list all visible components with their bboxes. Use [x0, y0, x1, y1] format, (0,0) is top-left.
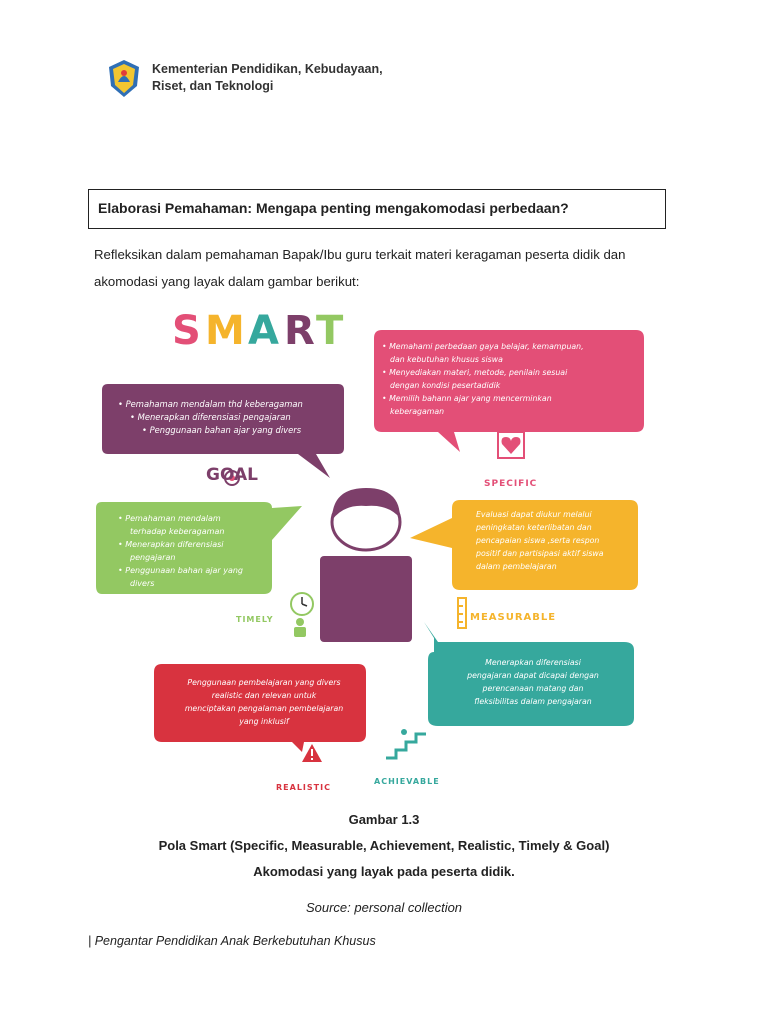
measurable-line-4: positif dan partisipasi aktif siswa	[476, 549, 604, 558]
timely-clock-icon	[291, 593, 313, 615]
realistic-line-4: yang inklusif	[239, 717, 289, 726]
achievable-text	[438, 656, 628, 708]
timely-label: TIMELY	[236, 615, 274, 624]
realistic-warning-icon	[302, 744, 322, 762]
timely-item-2b: pengajaran	[130, 553, 176, 562]
specific-item-2: • Menyediakan materi, metode, penilain sesuai	[382, 368, 568, 377]
timely-item-3: • Penggunaan bahan ajar yang	[118, 566, 244, 575]
measurable-ruler-icon	[458, 598, 466, 628]
intro-line-1: Refleksikan dalam pemahaman Bapak/Ibu guru terkait materi keragaman peserta didik dan	[94, 247, 626, 262]
realistic-line-1: Penggunaan pembelajaran yang divers	[187, 678, 341, 687]
goal-text	[118, 398, 303, 437]
measurable-line-5: dalam pembelajaran	[476, 562, 557, 571]
ministry-logo-icon	[106, 58, 142, 98]
achievable-stairs-icon	[386, 729, 426, 758]
goal-item-1: • Pemahaman mendalam thd keberagaman	[118, 399, 303, 409]
specific-item-3: • Memilih bahann ajar yang mencerminkan	[382, 394, 552, 403]
achievable-line-1: Menerapkan diferensiasi	[485, 658, 581, 667]
measurable-line-1: Evaluasi dapat diukur melalui	[476, 510, 592, 519]
goal-item-2: • Menerapkan diferensiasi pengajaran	[130, 412, 291, 422]
timely-person-icon	[294, 618, 306, 637]
realistic-label: REALISTIC	[276, 783, 331, 792]
timely-item-1b: terhadap keberagaman	[130, 527, 225, 536]
smart-letter-t: T	[316, 308, 344, 354]
achievable-line-3: perencanaan matang dan	[482, 684, 584, 693]
smart-infographic	[88, 308, 668, 798]
section-title: Elaborasi Pemahaman: Mengapa penting mengakomodasi perbedaan?	[98, 200, 569, 216]
person-body	[320, 556, 412, 642]
figure-number: Gambar 1.3	[348, 812, 420, 827]
specific-item-1b: dan kebutuhan khusus siswa	[390, 355, 503, 364]
specific-item-3b: keberagaman	[390, 407, 445, 416]
figure-caption: Pola Smart (Specific, Measurable, Achievement, Realistic, Timely & Goal)	[158, 838, 610, 853]
smart-letter-a: A	[248, 308, 279, 354]
achievable-line-4: fleksibilitas dalam pengajaran	[474, 697, 592, 706]
specific-heart-icon	[498, 432, 524, 458]
specific-text	[382, 340, 584, 418]
figure-subcaption: Akomodasi yang layak pada peserta didik.	[253, 864, 515, 879]
smart-letter-s: S	[172, 308, 201, 354]
timely-item-1: • Pemahaman mendalam	[118, 514, 221, 523]
section-title-box	[88, 189, 666, 229]
page-footer: | Pengantar Pendidikan Anak Berkebutuhan Khusus	[88, 934, 376, 948]
specific-label: SPECIFIC	[484, 479, 538, 489]
goal-item-3: • Penggunaan bahan ajar yang divers	[142, 425, 302, 435]
achievable-label: ACHIEVABLE	[374, 777, 440, 786]
goal-label: GOAL	[206, 465, 258, 485]
timely-text	[118, 512, 243, 590]
smart-letter-r: R	[284, 308, 315, 354]
timely-item-2: • Menerapkan diferensiasi	[118, 540, 224, 549]
figure-source: Source: personal collection	[305, 900, 463, 915]
realistic-line-3: menciptakan pengalaman pembelajaran	[184, 704, 344, 713]
smart-letter-m: M	[205, 308, 245, 354]
measurable-line-2: peningkatan keterlibatan dan	[476, 523, 592, 532]
measurable-label: MEASURABLE	[470, 612, 557, 623]
timely-item-3b: divers	[130, 579, 155, 588]
realistic-line-2: realistic dan relevan untuk	[211, 691, 317, 700]
intro-line-2: akomodasi yang layak dalam gambar berikut:	[94, 274, 360, 289]
specific-item-1: • Memahami perbedaan gaya belajar, kemampuan,	[382, 342, 584, 351]
measurable-text	[476, 508, 604, 573]
ministry-header	[106, 58, 436, 98]
achievable-line-2: pengajaran dapat dicapai dengan	[467, 671, 599, 680]
org-name-line1: Kementerian Pendidikan, Kebudayaan,	[152, 62, 383, 76]
measurable-line-3: pencapaian siswa ,serta respon	[476, 536, 600, 545]
realistic-text	[162, 676, 366, 728]
org-name-line2: Riset, dan Teknologi	[152, 79, 274, 93]
specific-item-2b: dengan kondisi pesertadidik	[390, 381, 501, 390]
